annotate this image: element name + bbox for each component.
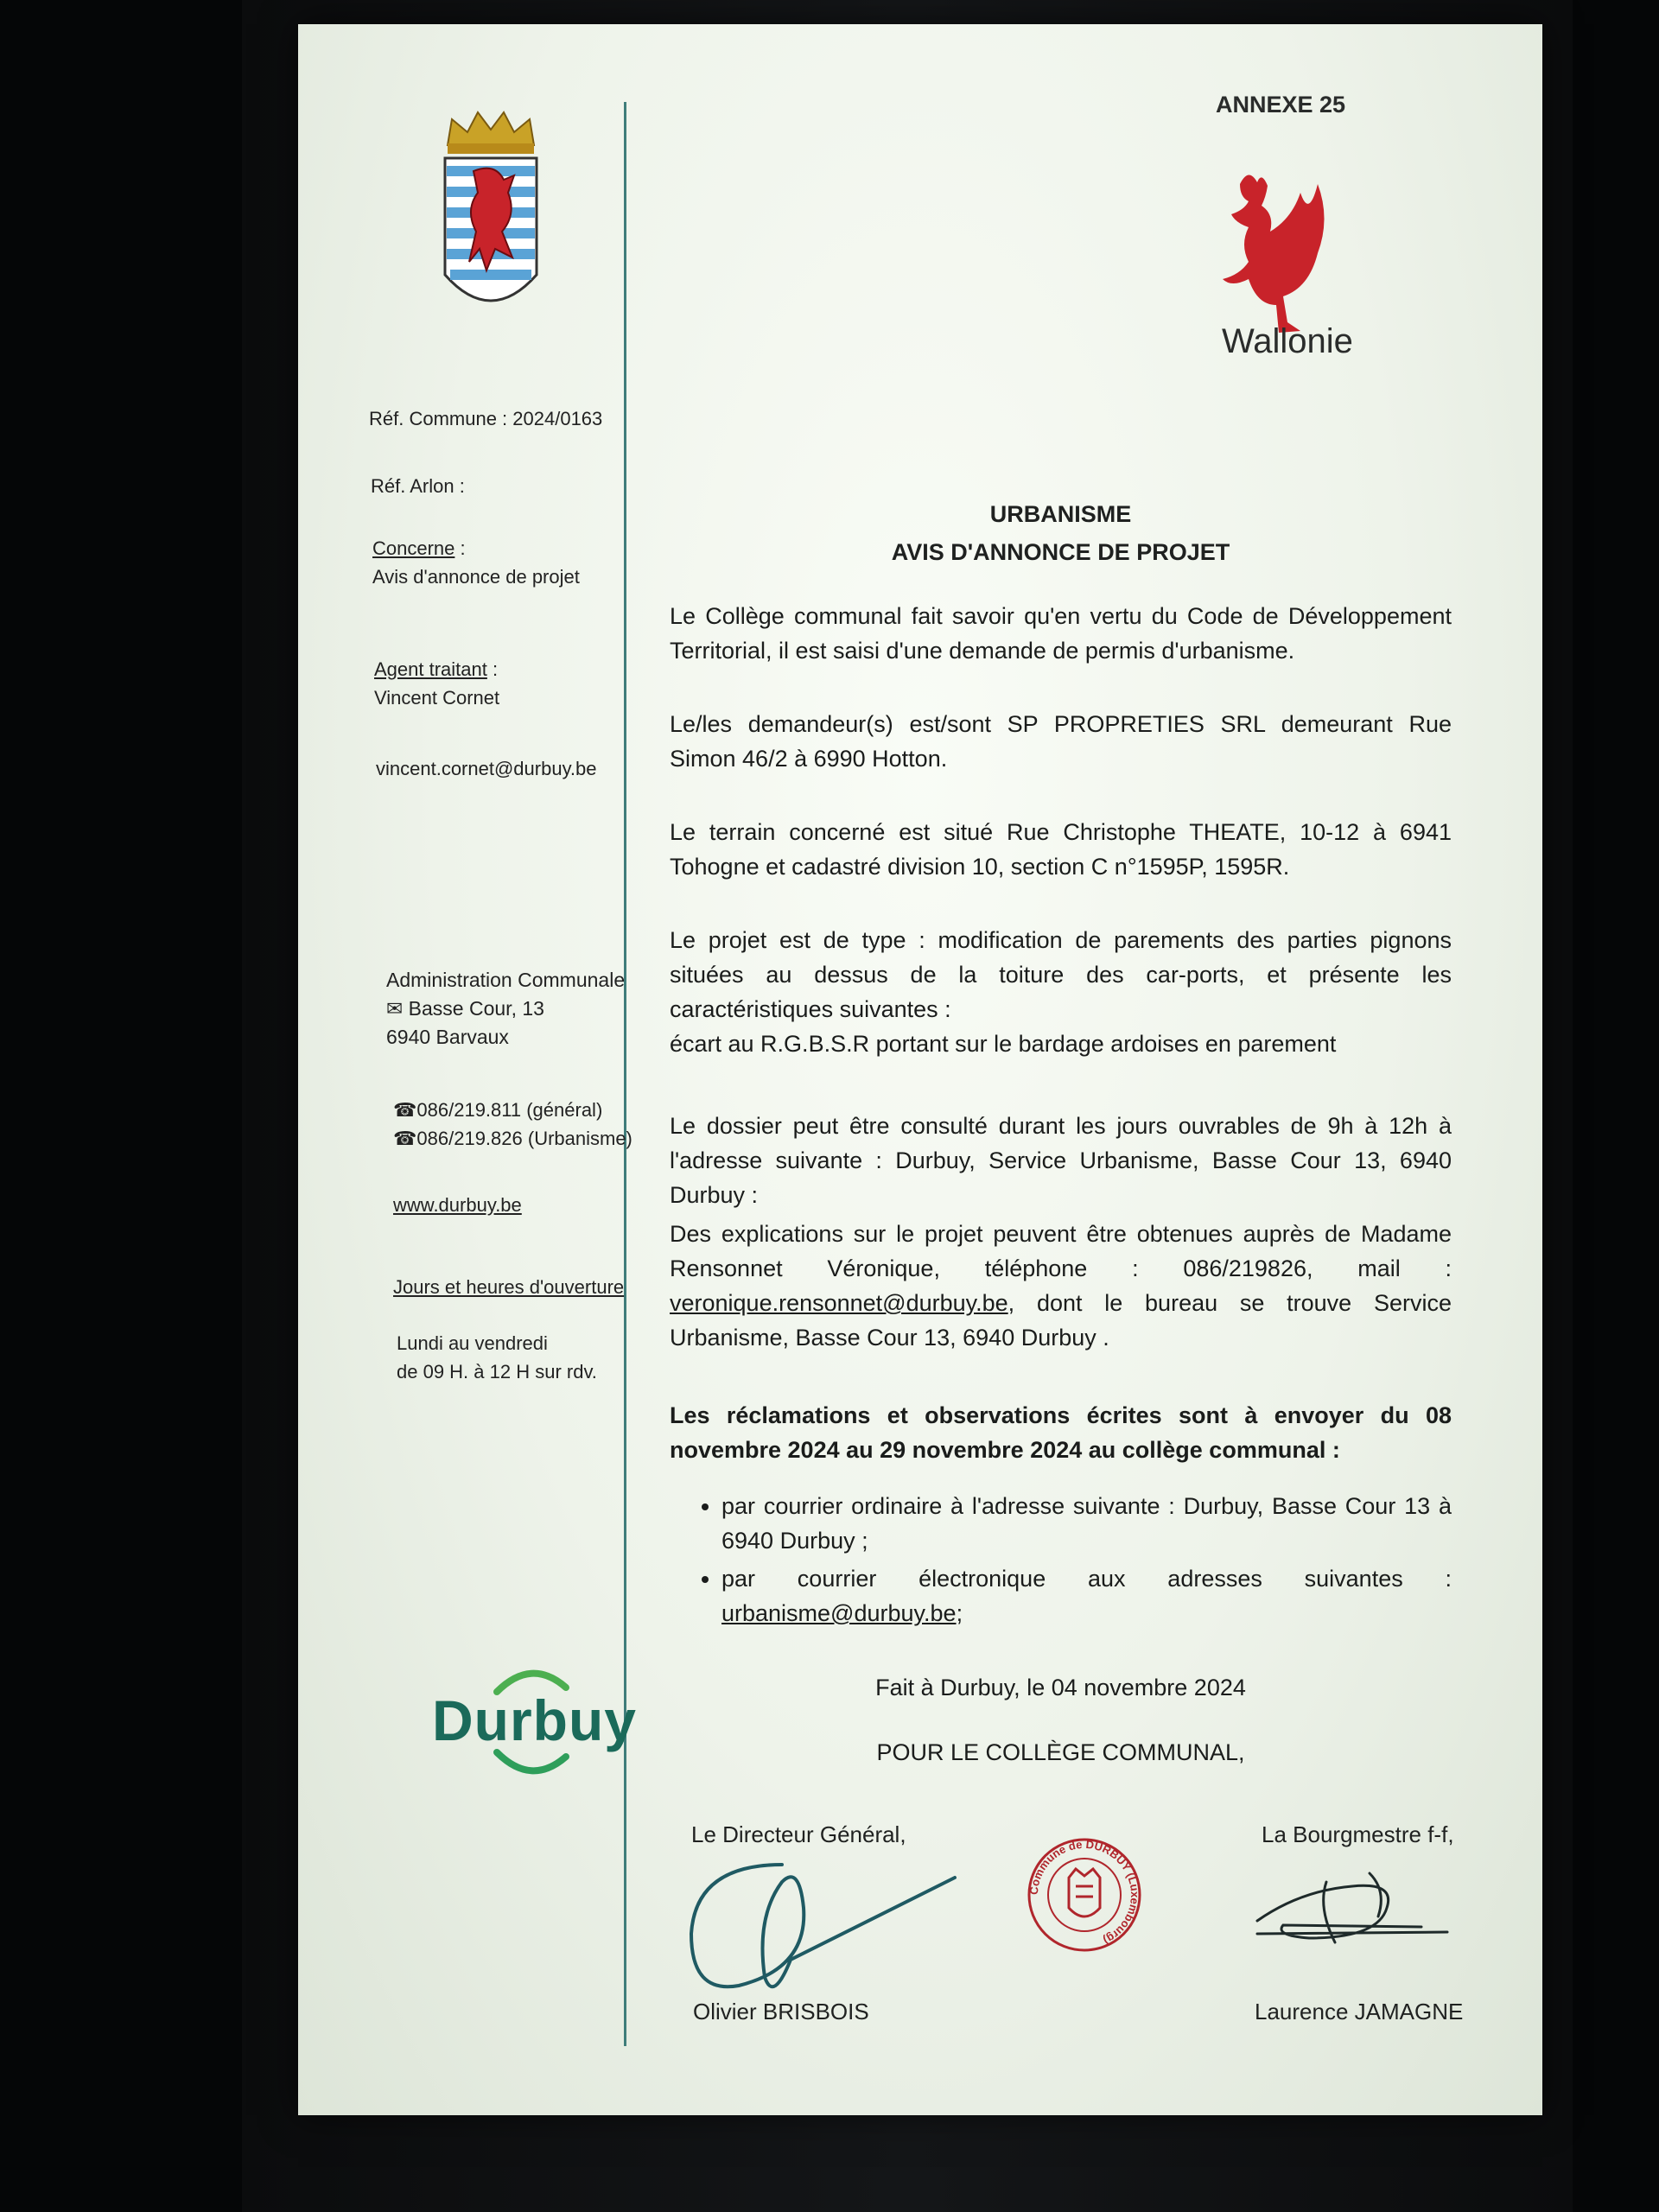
- admin-address-line2: 6940 Barvaux: [386, 1026, 509, 1048]
- admin-title: Administration Communale: [386, 969, 626, 991]
- concerne-block: [372, 534, 580, 591]
- project-derogation: écart au R.G.B.S.R portant sur le bardage ardoises en parement: [670, 1031, 1337, 1057]
- wallonie-rooster-logo: [1214, 167, 1335, 348]
- agent-suffix: :: [486, 658, 499, 680]
- paragraph-applicant: Le/les demandeur(s) est/sont SP PROPRETIES SRL demeurant Rue Simon 46/2 à 6990 Hotton.: [670, 711, 1452, 772]
- paragraph-project: [670, 923, 1452, 1061]
- document-page: [298, 24, 1542, 2115]
- concerne-value: Avis d'annonce de projet: [372, 566, 580, 588]
- title-line2: AVIS D'ANNONCE DE PROJET: [891, 539, 1230, 565]
- paragraph-explanations: [670, 1217, 1452, 1355]
- complaint-methods: [670, 1489, 1452, 1634]
- ref-commune: Réf. Commune : 2024/0163: [369, 408, 603, 429]
- mayor-name: Laurence JAMAGNE: [1255, 1999, 1464, 2024]
- date-line: Fait à Durbuy, le 04 novembre 2024: [875, 1675, 1246, 1700]
- page-title: [670, 495, 1452, 571]
- bullet-postal: • par courrier ordinaire à l'adresse suivante : Durbuy, Basse Cour 13 à 6940 Durbuy ;: [721, 1489, 1452, 1558]
- agent-name: Vincent Cornet: [374, 687, 500, 709]
- urbanisme-email-link[interactable]: urbanisme@durbuy.be: [721, 1600, 957, 1626]
- phone-general: 086/219.811 (général): [416, 1099, 603, 1121]
- title-line1: URBANISME: [989, 501, 1132, 527]
- agent-block: [374, 655, 499, 712]
- phone-block: [393, 1096, 632, 1153]
- wallonie-logo-text: Wallonie: [1222, 322, 1353, 360]
- annexe-number: ANNEXE 25: [1216, 92, 1346, 118]
- hours-block: [397, 1329, 597, 1386]
- paragraph-intro: Le Collège communal fait savoir qu'en vertu du Code de Développement Territorial, il est saisi d'une demande de permis d'urbanisme.: [670, 603, 1452, 664]
- concerne-label: Concerne: [372, 537, 455, 559]
- envelope-icon: ✉: [386, 997, 404, 1020]
- paragraph-consultation: Le dossier peut être consulté durant les jours ouvrables de 9h à 12h à l'adresse suivante : Durbuy, Service Urbanisme, Basse Cour 13, 6940 Durbuy :: [670, 1113, 1452, 1208]
- phone-icon: ☎: [393, 1099, 417, 1121]
- project-description: Le projet est de type : modification de parements des parties pignons situées au dessus de la toiture des car-ports, et présente les caractéristiques suivantes :: [670, 927, 1452, 1022]
- admin-block: [386, 966, 625, 1052]
- explanations-text-a: Des explications sur le projet peuvent être obtenues auprès de Madame Rensonnet Véronique, téléphone : 086/219826, mail :: [670, 1221, 1452, 1281]
- coat-of-arms-logo: [435, 111, 547, 331]
- phone-icon: ☎: [393, 1128, 417, 1149]
- paragraph-complaints: Les réclamations et observations écrites sont à envoyer du 08 novembre 2024 au 29 novembre 2024 au collège communal :: [670, 1402, 1452, 1463]
- stamp-text: Commune de DURBUY (Luxembourg): [1027, 1837, 1142, 1948]
- phone-urbanisme: 086/219.826 (Urbanisme): [416, 1128, 632, 1149]
- bullet-email-text-b: ;: [956, 1600, 963, 1626]
- director-title: Le Directeur Général,: [691, 1821, 906, 1847]
- admin-address-line1: Basse Cour, 13: [408, 997, 544, 1020]
- director-signature: [678, 1830, 972, 2012]
- bullet-email: [721, 1561, 1452, 1630]
- website-link[interactable]: www.durbuy.be: [393, 1194, 522, 1216]
- mayor-title: La Bourgmestre f-f,: [1262, 1821, 1454, 1847]
- director-name: Olivier BRISBOIS: [693, 1999, 869, 2024]
- agent-email: vincent.cornet@durbuy.be: [376, 758, 597, 779]
- contact-email-link[interactable]: veronique.rensonnet@durbuy.be: [670, 1290, 1008, 1316]
- college-line: POUR LE COLLÈGE COMMUNAL,: [876, 1739, 1245, 1765]
- ref-arlon: Réf. Arlon :: [371, 475, 465, 497]
- durbuy-logo-text: Durbuy: [432, 1688, 637, 1752]
- bullet-email-text-a: par courrier électronique aux adresses suivantes :: [721, 1566, 1452, 1592]
- agent-label: Agent traitant: [374, 658, 487, 680]
- municipal-seal-stamp: [1024, 1834, 1145, 1955]
- paragraph-land: Le terrain concerné est situé Rue Christophe THEATE, 10-12 à 6941 Tohogne et cadastré division 10, section C n°1595P, 1595R.: [670, 819, 1452, 880]
- hours-line1: Lundi au vendredi: [397, 1332, 548, 1354]
- hours-line2: de 09 H. à 12 H sur rdv.: [397, 1361, 597, 1382]
- concerne-suffix: :: [454, 537, 466, 559]
- mayor-signature: [1249, 1856, 1465, 1968]
- hours-title: Jours et heures d'ouverture: [393, 1276, 625, 1298]
- explanations-text-b: , dont le bureau se trouve Service Urbanisme, Basse Cour 13, 6940 Durbuy .: [670, 1290, 1452, 1351]
